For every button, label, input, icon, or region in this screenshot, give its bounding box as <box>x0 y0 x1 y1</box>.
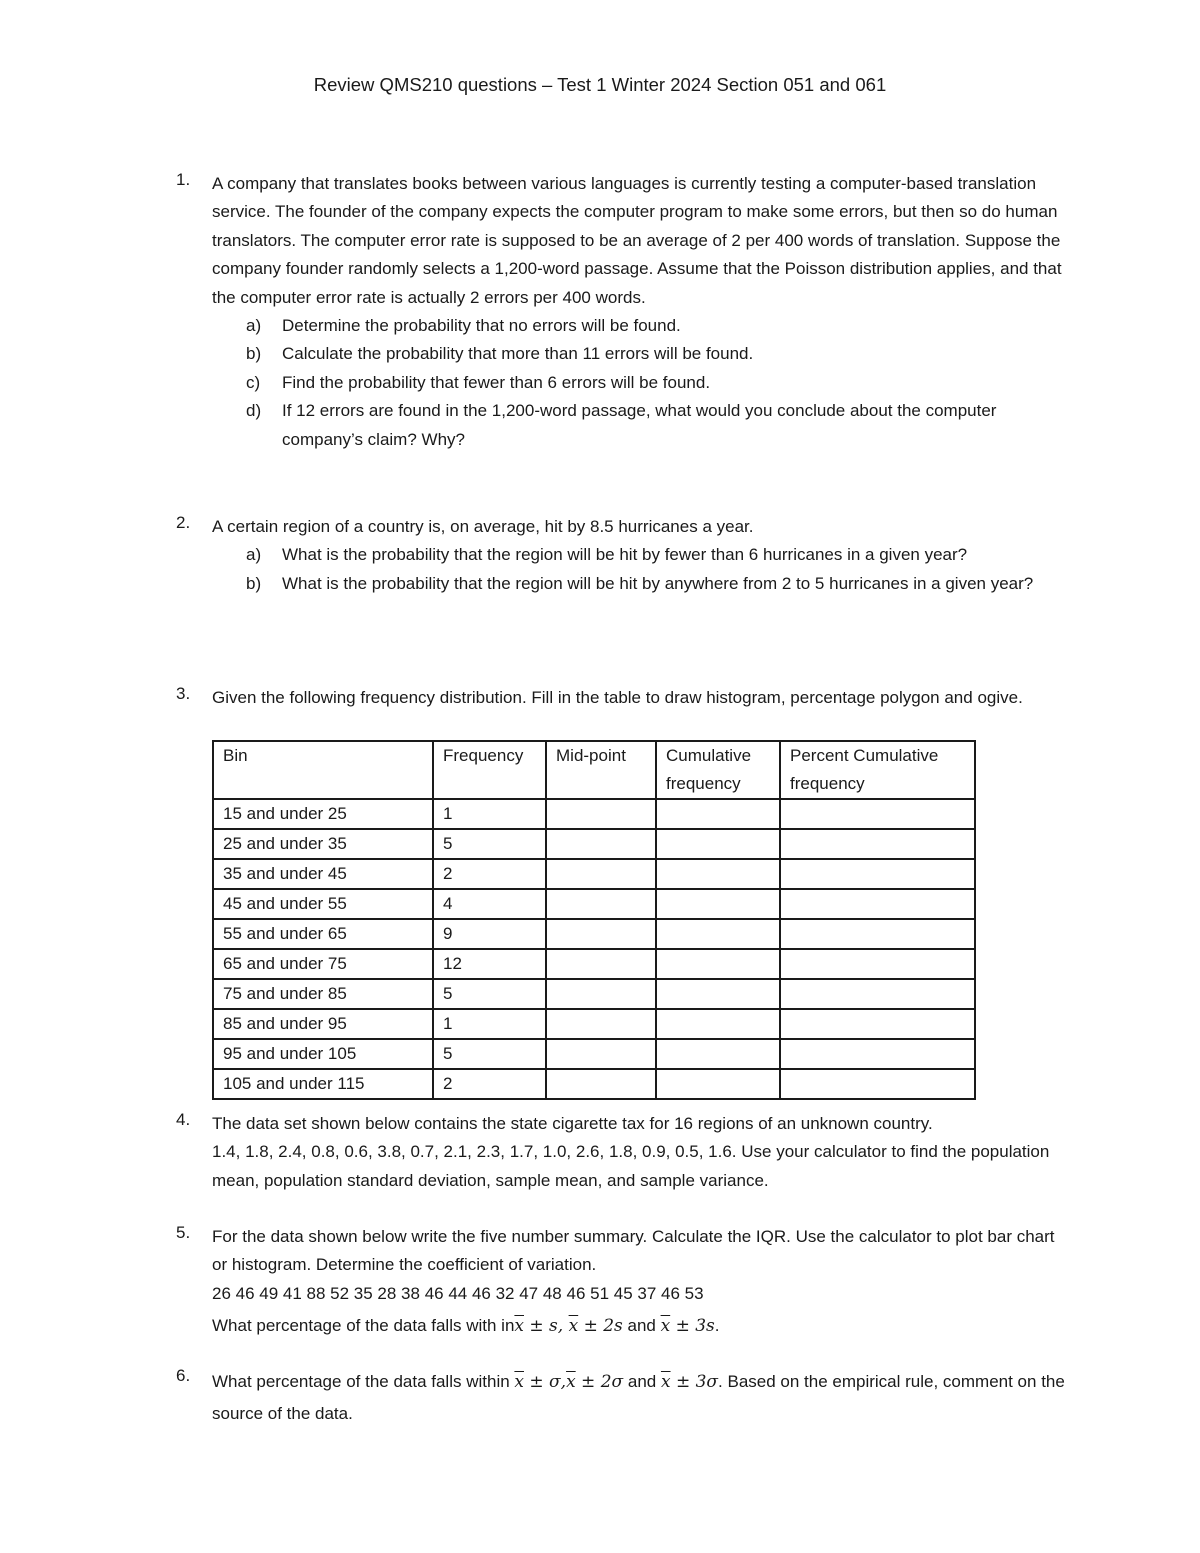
mid-point-cell <box>546 859 656 889</box>
column-header-percent-cumulative-frequency: Percent Cumulative frequency <box>780 741 975 799</box>
sub-question-text: If 12 errors are found in the 1,200-word passage, what would you conclude about the computer company’s claim? Why? <box>282 401 997 449</box>
frequency-table <box>212 740 976 1100</box>
bin-cell: 35 and under 45 <box>213 859 433 889</box>
bin-cell: 15 and under 25 <box>213 799 433 829</box>
question-text: For the data shown below write the five number summary. Calculate the IQR. Use the calculator to plot bar chart or histogram. Determine the coefficient of variation. <box>212 1227 1055 1275</box>
data-values: 1.4, 1.8, 2.4, 0.8, 0.6, 3.8, 0.7, 2.1, 2.3, 1.7, 1.0, 2.6, 1.8, 0.9, 0.5, 1.6. Use your calculator to find the population mean, population standard deviation, sample mean, and sample variance. <box>212 1142 1050 1190</box>
table-row <box>213 1009 975 1039</box>
mid-point-cell <box>546 1009 656 1039</box>
frequency-cell: 4 <box>433 889 546 919</box>
x-bar-symbol: $\overline{x}$ <box>660 1372 671 1392</box>
bin-cell: 95 and under 105 <box>213 1039 433 1069</box>
cumulative-frequency-cell <box>656 979 780 1009</box>
table-row <box>213 799 975 829</box>
column-header-mid-point: Mid-point <box>546 741 656 799</box>
frequency-cell: 5 <box>433 1039 546 1069</box>
sub-question <box>212 340 1072 368</box>
cumulative-frequency-cell <box>656 1069 780 1099</box>
table-row <box>213 1069 975 1099</box>
frequency-cell: 2 <box>433 1069 546 1099</box>
bin-cell: 65 and under 75 <box>213 949 433 979</box>
data-values: 26 46 49 41 88 52 35 28 38 46 44 46 32 47 48 46 51 45 37 46 53 <box>212 1283 704 1303</box>
question-text: The data set shown below contains the state cigarette tax for 16 regions of an unknown country. <box>212 1114 933 1133</box>
sub-question-label: d) <box>246 401 262 421</box>
sub-question <box>212 570 1072 598</box>
sub-question-label: a) <box>246 545 262 565</box>
cumulative-frequency-cell <box>656 919 780 949</box>
percent-cumulative-frequency-cell <box>780 829 975 859</box>
x-bar-symbol: $\overline{x}$ <box>660 1316 671 1337</box>
percent-cumulative-frequency-cell <box>780 799 975 829</box>
x-bar-symbol: $\overline{x}$ <box>566 1372 576 1392</box>
frequency-cell: 12 <box>433 949 546 979</box>
percent-cumulative-frequency-cell <box>780 1039 975 1069</box>
sub-question-label: b) <box>246 573 262 593</box>
column-header-bin: Bin <box>213 741 433 799</box>
mid-point-cell <box>546 1039 656 1069</box>
question-number: 6. <box>176 1366 191 1385</box>
page-title: Review QMS210 questions – Test 1 Winter 2024 Section 051 and 061 <box>313 74 887 95</box>
x-bar-symbol: $\overline{x}$ <box>514 1372 524 1392</box>
question-number: 4. <box>176 1110 191 1129</box>
question-number: 2. <box>176 513 191 532</box>
cumulative-frequency-cell <box>656 949 780 979</box>
column-header-frequency: Frequency <box>433 741 546 799</box>
frequency-cell: 1 <box>433 799 546 829</box>
frequency-cell: 1 <box>433 1009 546 1039</box>
sub-question <box>212 397 1072 454</box>
sub-question-label: c) <box>246 372 261 392</box>
question-number: 5. <box>176 1223 191 1242</box>
sub-question-text: Calculate the probability that more than 11 errors will be found. <box>282 344 754 364</box>
x-bar-symbol: $\overline{x}$ <box>568 1316 579 1337</box>
mid-point-cell <box>546 919 656 949</box>
x-bar-symbol: $\overline{x}$ <box>514 1316 524 1337</box>
bin-cell: 75 and under 85 <box>213 979 433 1009</box>
cumulative-frequency-cell <box>656 1009 780 1039</box>
table-row <box>213 829 975 859</box>
sub-question <box>212 541 1072 569</box>
frequency-cell: 2 <box>433 859 546 889</box>
table-row <box>213 979 975 1009</box>
table-row <box>213 949 975 979</box>
table-row <box>213 919 975 949</box>
column-header-cumulative-frequency: Cumulative frequency <box>656 741 780 799</box>
frequency-cell: 5 <box>433 979 546 1009</box>
question-number: 1. <box>176 170 191 189</box>
percent-cumulative-frequency-cell <box>780 949 975 979</box>
sub-question-label: b) <box>246 344 262 364</box>
question-text: Given the following frequency distribution. Fill in the table to draw histogram, percentage polygon and ogive. <box>212 688 1023 707</box>
percent-cumulative-frequency-cell <box>780 919 975 949</box>
table-row <box>213 1039 975 1069</box>
question-text: A certain region of a country is, on average, hit by 8.5 hurricanes a year. <box>212 517 754 536</box>
cumulative-frequency-cell <box>656 829 780 859</box>
sub-question <box>212 312 1072 340</box>
mid-point-cell <box>546 1069 656 1099</box>
cumulative-frequency-cell <box>656 859 780 889</box>
table-row <box>213 859 975 889</box>
bin-cell: 55 and under 65 <box>213 919 433 949</box>
percent-cumulative-frequency-cell <box>780 859 975 889</box>
bin-cell: 45 and under 55 <box>213 889 433 919</box>
cumulative-frequency-cell <box>656 889 780 919</box>
bin-cell: 105 and under 115 <box>213 1069 433 1099</box>
sub-question <box>212 369 1072 397</box>
mid-point-cell <box>546 889 656 919</box>
frequency-cell: 9 <box>433 919 546 949</box>
mid-point-cell <box>546 979 656 1009</box>
bin-cell: 85 and under 95 <box>213 1009 433 1039</box>
cumulative-frequency-cell <box>656 1039 780 1069</box>
mid-point-cell <box>546 799 656 829</box>
cumulative-frequency-cell <box>656 799 780 829</box>
percent-cumulative-frequency-cell <box>780 979 975 1009</box>
mid-point-cell <box>546 829 656 859</box>
table-header-row <box>213 741 975 799</box>
percent-cumulative-frequency-cell <box>780 1069 975 1099</box>
sub-question-label: a) <box>246 316 262 336</box>
percent-cumulative-frequency-cell <box>780 1009 975 1039</box>
percent-cumulative-frequency-cell <box>780 889 975 919</box>
table-row <box>213 889 975 919</box>
sub-question-text: What is the probability that the region will be hit by fewer than 6 hurricanes in a given year? <box>282 545 968 565</box>
frequency-cell: 5 <box>433 829 546 859</box>
sub-question-text: What is the probability that the region will be hit by anywhere from 2 to 5 hurricanes in a given year? <box>282 573 1034 593</box>
bin-cell: 25 and under 35 <box>213 829 433 859</box>
followup-question: What percentage of the data falls with $in\overline{x} \pm s$, $\overline{x} \pm 2s$ and $\overline{x} \pm 3s$. <box>212 1316 720 1337</box>
sub-question-text: Determine the probability that no errors will be found. <box>282 316 681 336</box>
question-text: A company that translates books between various languages is currently testing a computer-based translation service. The founder of the company expects the computer program to make some errors, but then so do human translators. The computer error rate is supposed to be an average of 2 per 400 words of translation. Suppose the company founder randomly selects a 1,200-word passage. Assume that the Poisson distribution applies, and that the computer error rate is actually 2 errors per 400 words. <box>212 174 1062 307</box>
sub-question-text: Find the probability that fewer than 6 errors will be found. <box>282 372 711 392</box>
question-number: 3. <box>176 684 191 703</box>
mid-point-cell <box>546 949 656 979</box>
